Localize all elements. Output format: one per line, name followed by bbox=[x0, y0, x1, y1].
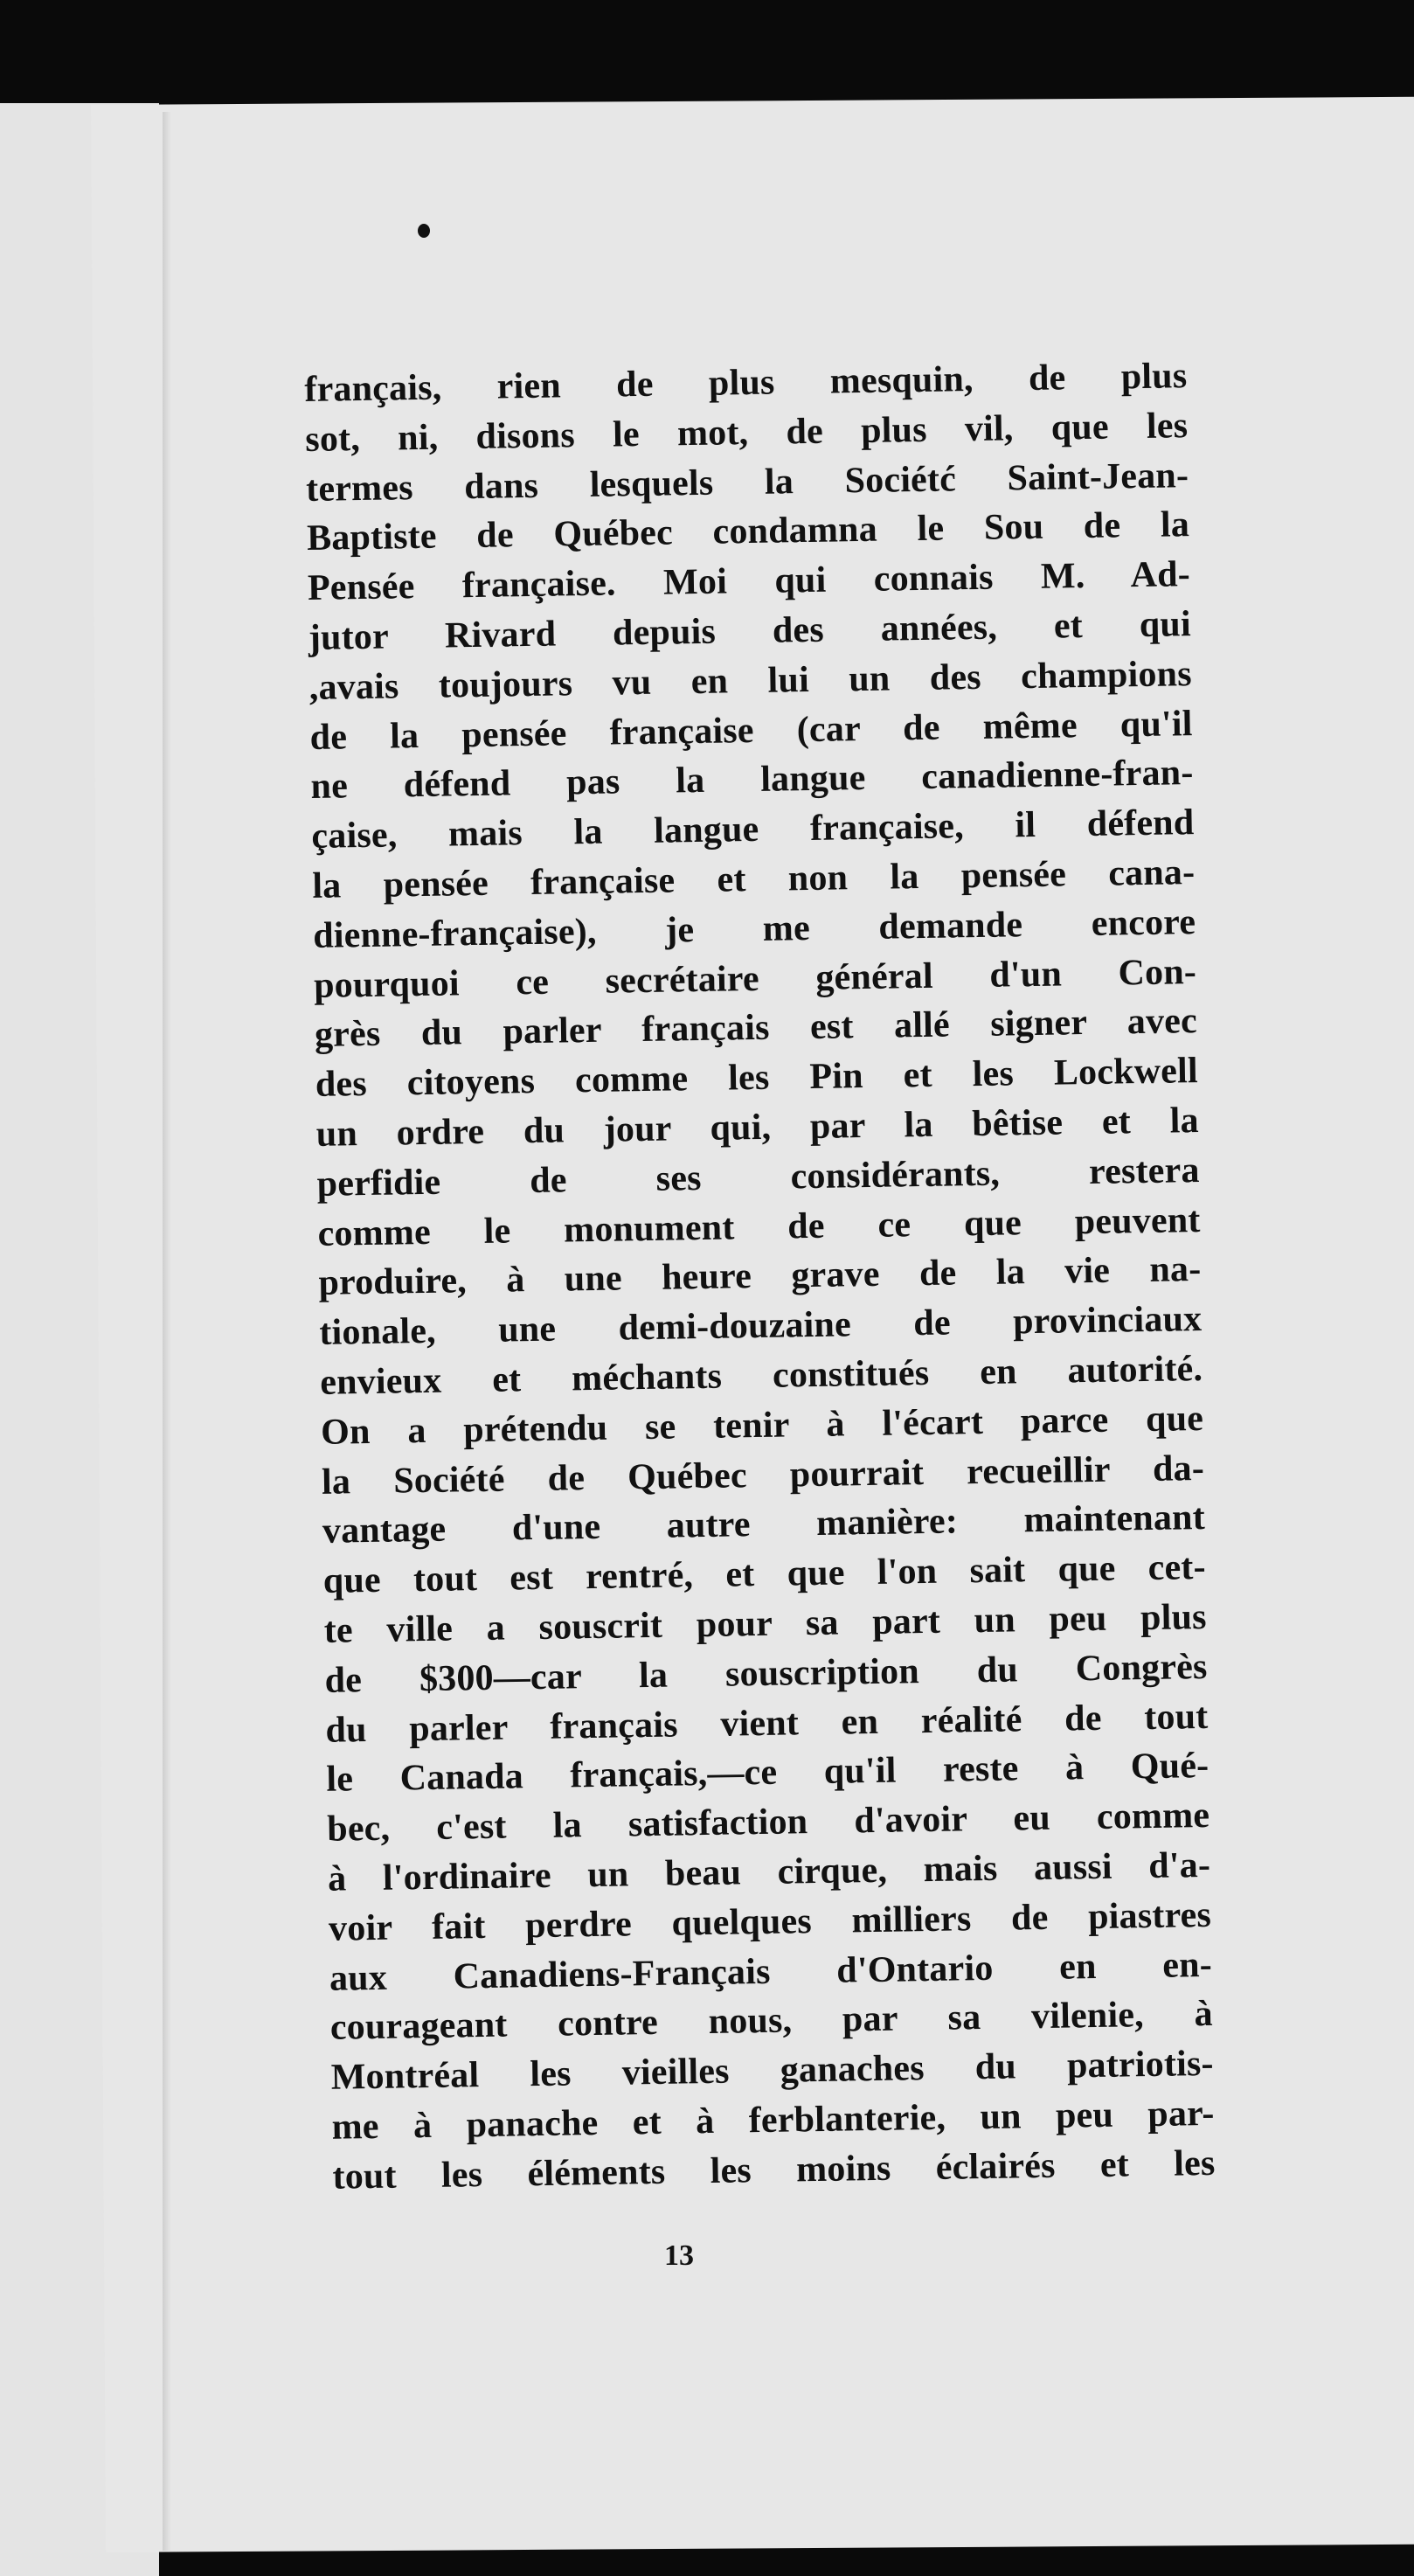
text-line: pourquoi ce secrétaire général d'un Con- bbox=[313, 951, 1197, 1006]
text-line: envieux et méchants constitués en autorité. bbox=[319, 1348, 1203, 1403]
text-line: voir fait perdre quelques milliers de piastres bbox=[328, 1894, 1212, 1949]
text-line: me à panache et à ferblanterie, un peu par- bbox=[331, 2093, 1215, 2148]
text-line: du parler français vient en réalité de tout bbox=[325, 1696, 1209, 1751]
text-line: perfidie de ses considérants, restera bbox=[316, 1149, 1200, 1205]
text-line: ne défend pas la langue canadienne-fran- bbox=[310, 753, 1194, 808]
text-line: français, rien de plus mesquin, de plus bbox=[304, 356, 1188, 410]
text-line: un ordre du jour qui, par la bêtise et la bbox=[315, 1100, 1200, 1155]
text-line: bec, c'est la satisfaction d'avoir eu comme bbox=[326, 1795, 1210, 1850]
text-line: des citoyens comme les Pin et les Lockwell bbox=[315, 1051, 1199, 1106]
text-line: tout les éléments les moins éclairés et les bbox=[332, 2142, 1216, 2198]
text-line: termes dans lesquels la Sociétć Saint-Jean- bbox=[305, 455, 1189, 510]
text-line: la Société de Québec pourrait recueillir da- bbox=[321, 1448, 1205, 1503]
text-line: à l'ordinaire un beau cirque, mais aussi d'a- bbox=[327, 1844, 1211, 1899]
text-line: te ville a souscrit pour sa part un peu plus bbox=[323, 1596, 1207, 1651]
text-line: sot, ni, disons le mot, de plus vil, que les bbox=[304, 405, 1189, 460]
text-line: On a prétendu se tenir à l'écart parce que bbox=[320, 1398, 1204, 1453]
text-line: grès du parler français est allé signer avec bbox=[314, 1001, 1198, 1056]
text-line: ,avais toujours vu en lui un des champions bbox=[308, 653, 1193, 708]
text-line: çaise, mais la langue française, il défend bbox=[311, 802, 1195, 858]
text-line: Montréal les vieilles ganaches du patriotis- bbox=[330, 2043, 1215, 2098]
text-line: courageant contre nous, par sa vilenie, à bbox=[329, 1994, 1214, 2049]
text-line: la pensée française et non la pensée cana- bbox=[311, 852, 1196, 906]
page-fold-shadow bbox=[163, 112, 171, 2551]
text-line: produire, à une heure grave de la vie na- bbox=[318, 1249, 1202, 1304]
text-line: comme le monument de ce que peuvent bbox=[317, 1199, 1201, 1254]
text-line: vantage d'une autre manière: maintenant bbox=[322, 1497, 1206, 1552]
text-line: jutor Rivard depuis des années, et qui bbox=[308, 604, 1192, 658]
text-line: de $300—car la souscription du Congrès bbox=[324, 1646, 1208, 1701]
text-line: Baptiste de Québec condamna le Sou de la bbox=[306, 504, 1190, 559]
page-number: 13 bbox=[664, 2239, 694, 2272]
ink-speck bbox=[418, 224, 430, 238]
text-line: Pensée française. Moi qui connais M. Ad- bbox=[307, 554, 1191, 609]
text-line: que tout est rentré, et que l'on sait que cet- bbox=[322, 1547, 1207, 1601]
text-line: tionale, une demi-douzaine de provinciaux bbox=[319, 1299, 1203, 1354]
text-line: le Canada français,—ce qu'il reste à Qué- bbox=[326, 1746, 1210, 1801]
text-line: aux Canadiens-Français d'Ontario en en- bbox=[329, 1944, 1213, 1999]
body-text bbox=[304, 351, 1216, 2202]
text-line: de la pensée française (car de même qu'il bbox=[309, 703, 1193, 758]
text-line: dienne-française), je me demande encore bbox=[312, 901, 1196, 956]
